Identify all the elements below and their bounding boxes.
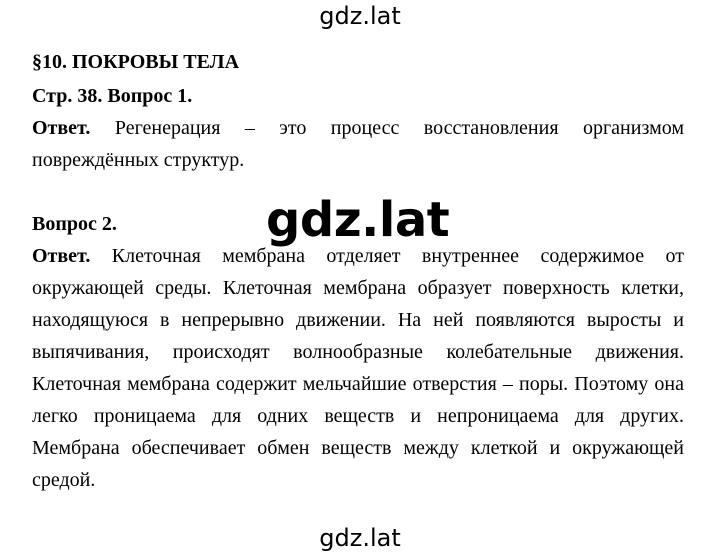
question-1-title: Стр. 38. Вопрос 1. (32, 85, 193, 107)
watermark-bottom: gdz.lat (319, 524, 401, 552)
answer-2-text: Клеточная мембрана отделяет внутреннее содержимое от окружающей среды. Клеточная мембрана образует поверхность клетки, находящуюся в непрерывно движении. На ней появляются выросты и выпячивания, происходят волнообразные колебательные движения. Клеточная мембрана содержит мельчайшие отверстия – поры. Поэтому она легко проницаема для одних веществ и непроницаема для других. Мембрана обеспечивает обмен веществ между клеткой и окружающей средой. (32, 245, 684, 491)
answer-1 (32, 112, 684, 176)
answer-2 (32, 240, 684, 496)
watermark-top: gdz.lat (319, 2, 401, 30)
answer-2-label: Ответ. (32, 245, 91, 267)
section-title: §10. ПОКРОВЫ ТЕЛА (32, 51, 240, 73)
answer-1-text: Регенерация – это процесс восстановления организмом повреждённых структур. (32, 117, 685, 171)
answer-1-label: Ответ. (32, 117, 91, 139)
question-2-title: Вопрос 2. (32, 213, 117, 235)
watermark-middle: gdz.lat (266, 192, 450, 248)
